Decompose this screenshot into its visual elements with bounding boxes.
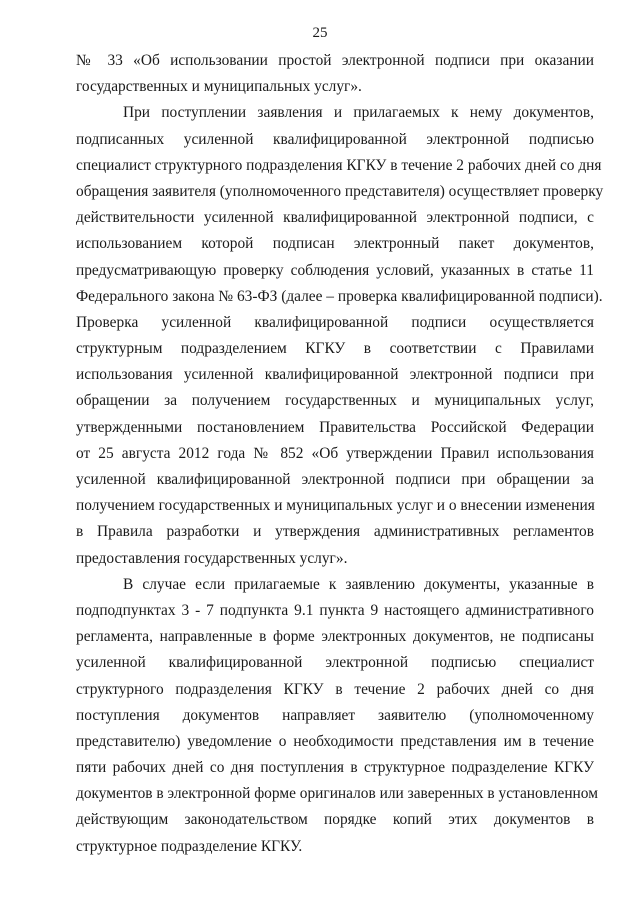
text-line: подписанных усиленной квалифицированной электронной подписью <box>76 130 594 148</box>
page-number: 25 <box>312 25 328 41</box>
text-line: обращении за получением государственных и муниципальных услуг, <box>76 392 594 410</box>
text-line: государственных и муниципальных услуг». <box>76 78 362 96</box>
text-line: В случае если прилагаемые к заявлению документы, указанные в <box>123 575 594 593</box>
text-line: в Правила разработки и утверждения административных регламентов <box>76 523 594 541</box>
text-line: При поступлении заявления и прилагаемых к нему документов, <box>123 104 594 122</box>
text-line: пяти рабочих дней со дня поступления в структурное подразделение КГКУ <box>76 759 594 777</box>
text-line: представителю) уведомление о необходимости представления им в течение <box>76 732 594 750</box>
text-line: документов в электронной форме оригиналов или заверенных в установленном <box>76 785 598 803</box>
text-line: действительности усиленной квалифицированной электронной подписи, с <box>76 209 594 227</box>
text-line: № 33 «Об использовании простой электронной подписи при оказании <box>76 52 594 69</box>
text-line: структурного подразделения КГКУ в течение 2 рабочих дней со дня <box>76 680 594 698</box>
text-line: предусматривающую проверку соблюдения условий, указанных в статье 11 <box>76 261 594 279</box>
text-line: Федерального закона № 63-ФЗ (далее – проверка квалифицированной подписи). <box>76 287 603 305</box>
text-line: получением государственных и муниципальных услуг и о внесении изменения <box>76 497 595 515</box>
text-line: подподпунктах 3 - 7 подпункта 9.1 пункта 9 настоящего административного <box>76 601 594 619</box>
text-line: предоставления государственных услуг». <box>76 549 348 567</box>
text-line: использованием которой подписан электронный пакет документов, <box>76 235 594 253</box>
text-line: Проверка усиленной квалифицированной подписи осуществляется <box>76 313 594 331</box>
text-line: структурное подразделение КГКУ. <box>76 837 303 855</box>
paragraph <box>76 48 594 100</box>
text-line: специалист структурного подразделения КГКУ в течение 2 рабочих дней со дня <box>76 156 602 174</box>
paragraph <box>76 572 598 860</box>
text-line: обращения заявителя (уполномоченного представителя) осуществляет проверку <box>76 182 604 200</box>
text-line: поступления документов направляет заявителю (уполномоченному <box>76 706 594 724</box>
text-line: структурным подразделением КГКУ в соответствии с Правилами <box>76 340 594 358</box>
text-line: усиленной квалифицированной электронной подписи при обращении за <box>76 471 594 488</box>
text-line: усиленной квалифицированной электронной подписью специалист <box>76 654 594 672</box>
document-body <box>76 48 604 860</box>
text-line: утвержденными постановлением Правительства Российской Федерации <box>76 418 594 436</box>
text-line: от 25 августа 2012 года № 852 «Об утверждении Правил использования <box>76 444 594 462</box>
text-line: регламента, направленные в форме электронных документов, не подписаны <box>76 628 594 646</box>
text-line: использования усиленной квалифицированной электронной подписи при <box>76 366 594 384</box>
text-line: действующим законодательством порядке копий этих документов в <box>76 811 594 829</box>
paragraph <box>76 100 604 571</box>
